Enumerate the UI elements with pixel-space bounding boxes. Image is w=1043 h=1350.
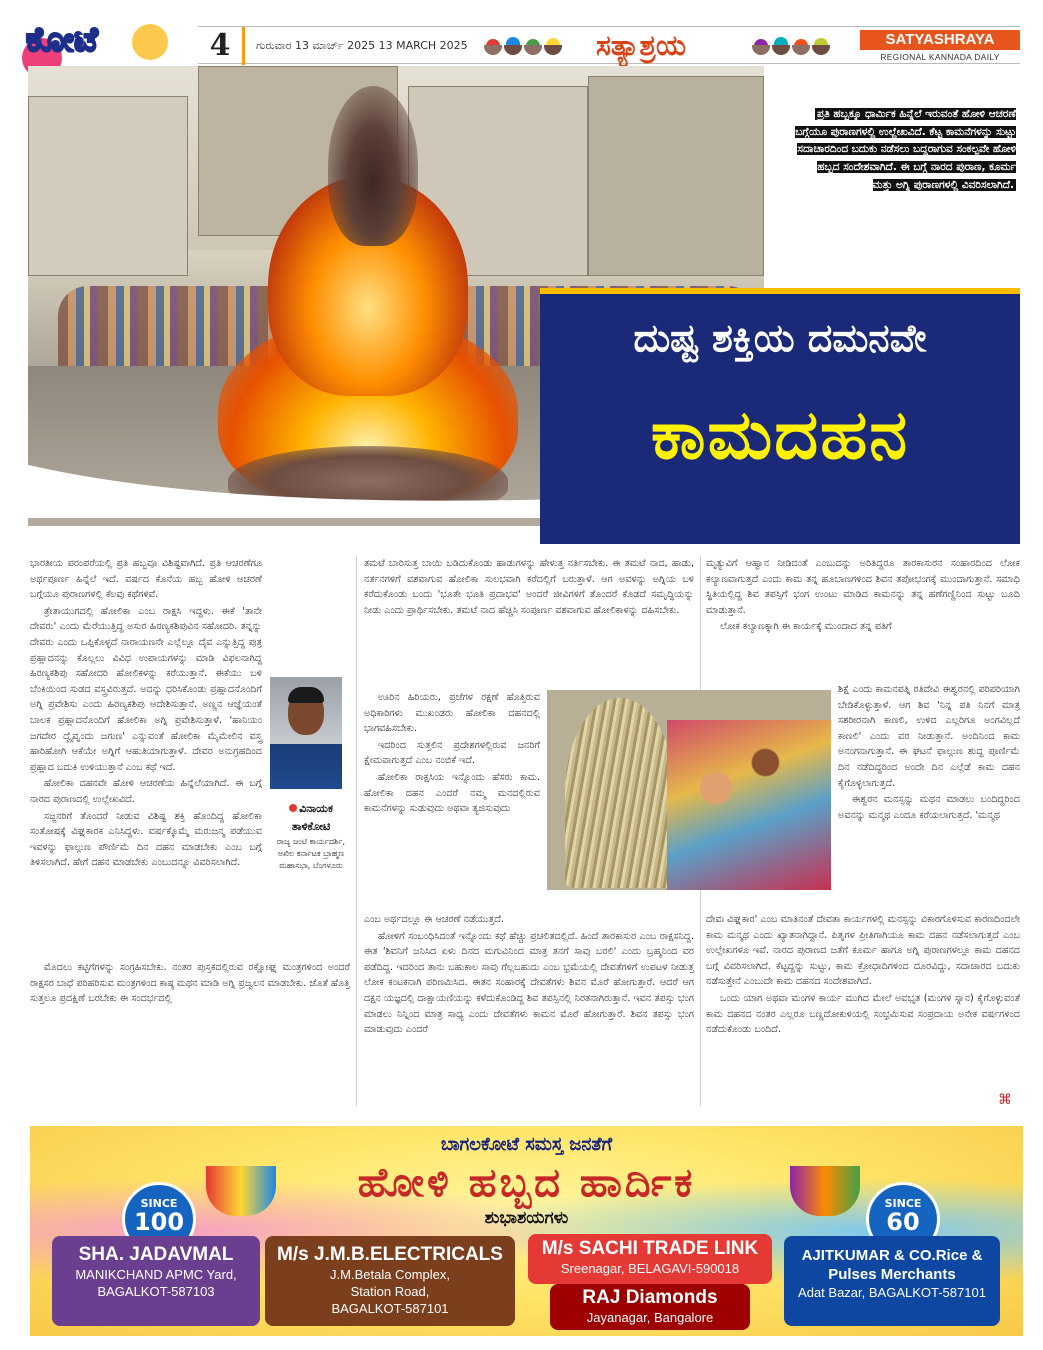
author-byline [276,800,346,872]
headline-line-2: ಕಾಮದಹನ [650,396,910,475]
paragraph: ಇದರಿಂದ ಸುತ್ತಲಿನ ಪ್ರದೇಶಗಳಲ್ಲಿರುವ ಜನರಿಗೆ ಕ್ಷೇಮವಾಗುತ್ತದೆ ಎಂಬ ನಂಬಿಕೆ ಇದೆ. [364,739,540,767]
paragraph: ಶಿಕ್ಷೆ ಎಂದು ಕಾಮನಪತ್ನಿ ರತಿದೇವಿ ಈಶ್ವರನಲ್ಲಿ ಪರಿಪರಿಯಾಗಿ ಬೇಡಿಕೊಳ್ಳುತ್ತಾಳೆ. ಆಗ ಶಿವ 'ನಿನ್ನ ಪತಿ ನಿನಗೆ ಮಾತ್ರ ಸಶರೀರನಾಗಿ ಕಾಣಲಿ, ಉಳಿದ ಎಲ್ಲರಿಗೂ ಅಂಗವಿಲ್ಲದೆ ಕಾಣಲಿ' ಎಂದು ವರ ನೀಡುತ್ತಾನೆ. ಅಂದಿನಿಂದ ಕಾಮ ಅನಂಗನಾಗುತ್ತಾನೆ. ಈ ಘಟನೆ ಫಾಲ್ಗುಣ ಶುದ್ಧ ಪೂರ್ಣಿಮೆ ದಿನ ನಡೆದಿದ್ದರಿಂದ ಅಂದೇ ದಿನ ಎಲ್ಲೆಡೆ ಕಾಮ ದಹನ ಕೈಗೊಳ್ಳಲಾಗುತ್ತದೆ. [838,684,1020,789]
headline-line-1: ದುಷ್ಟ ಶಕ್ತಿಯ ದಮನವೇ [633,316,927,360]
ad-wishes: ಶುಭಾಶಯಗಳು [484,1208,569,1228]
business-card-raj-diamonds: RAJ Diamonds Jayanagar, Bangalore [550,1284,750,1330]
paragraph: ಸಜ್ಜನರಿಗೆ ತೊಂದರೆ ನೀಡುವ ವಿಶಿಷ್ಟ ಶಕ್ತಿ ಹೊಂದಿದ್ದ ಹೋಲಿಕಾ ಸಂತೋಷಕ್ಕೆ ವಿಘ್ನಕಾರಕ ಎನಿಸಿದ್ದಳು. ವರ್ಷಕ್ಕೊಮ್ಮೆ ಮರುಜನ್ಮ ಪಡೆಯುವ ಇವಳನ್ನು ಫಾಲ್ಗುಣ ಪೌರ್ಣಿಮೆ ದಿನ ದಹನ ಮಾಡಬೇಕು ಎಂಬ ಬಗ್ಗೆ ತಿಳಿಸಲಾಗಿದೆ. ಹೇಗೆ ದಹನ ಮಾಡಬೇಕು ಎಂಬುದನ್ನೂ ವಿವರಿಸಲಾಗಿದೆ. [30,810,262,869]
paragraph: ಹೋಲಿಕಾ ರಾಕ್ಷಸಿಯ ಇನ್ನೊಂದು ಹೆಸರು ಕಾಮ. ಹೋಲಿಕಾ ದಹನ ಎಂದರೆ ನಮ್ಮ ಮನದಲ್ಲಿರುವ ಕಾಮನೆಗಳನ್ನು ಸುಡುವುದು ಅಥವಾ ತ್ಯಜಿಸುವುದು [364,771,540,815]
business-card-jmb-electricals: M/s J.M.B.ELECTRICALS J.M.Betala Complex, Station Road, BAGALKOT-587101 [265,1236,515,1326]
bullet-icon [289,804,297,812]
paragraph: ಭಾರತೀಯ ಪರಂಪರೆಯಲ್ಲಿ ಪ್ರತಿ ಹಬ್ಬವೂ ವಿಶಿಷ್ಟವಾಗಿದೆ. ಪ್ರತಿ ಆಚರಣೆಗೂ ಅರ್ಥಪೂರ್ಣ ಹಿನ್ನೆಲೆ ಇದೆ. ವರ್ಷದ ಕೊನೆಯ ಹಬ್ಬ ಹೋಳಿ ಆಚರಣೆ ಬಗ್ಗೆಯೂ ಪುರಾಣಗಳಲ್ಲಿ ಕೆಲವು ಕಥೆಗಳಿವೆ. [30,558,262,601]
caption-text: ಪ್ರತಿ ಹಬ್ಬಕ್ಕೂ ಧಾರ್ಮಿಕ ಹಿನ್ನೆಲೆ ಇರುವಂತೆ ಹೋಳಿ ಆಚರಣೆ ಬಗ್ಗೆಯೂ ಪುರಾಣಗಳಲ್ಲಿ ಉಲ್ಲೇಖವಿದೆ. ಕೆಟ್ಟ ಕಾಮನೆಗಳನ್ನು ಸುಟ್ಟು ಸದಾಚಾರದಿಂದ ಬದುಕು ನಡೆಸಲು ಬದ್ಧರಾಗುವ ಸಂಕಲ್ಪವೇ ಹೋಳಿ ಹಬ್ಬದ ಸಂದೇಶವಾಗಿದೆ. ಈ ಬಗ್ಗೆ ನಾರದ ಪುರಾಣ, ಕೂರ್ಮ ಮತ್ತು ಅಗ್ನಿ ಪುರಾಣಗಳಲ್ಲಿ ವಿವರಿಸಲಾಗಿದೆ. [795,108,1016,191]
paragraph: ದೇವಃ ವಿಘ್ನಕಾರ' ಎಂಬ ಮಾತಿನಂತೆ ದೇವತಾ ಕಾರ್ಯಗಳಲ್ಲಿ ಮನಸ್ಸನ್ನು ವಿಕಾರಗೊಳಿಸುವ ಕಾರಣದಿಂದಲೇ ಕಾಮ ಮನ್ಮಥ ಎಂದು ಖ್ಯಾತನಾಗಿದ್ದಾನೆ. ಪಿತೃಗಳ ಪ್ರೀತಿಗಾಗಿಯೂ ಕಾಮ ದಹನ ನಡೆಸಲಾಗುತ್ತದೆ ಎಂಬ ಉಲ್ಲೇಖಗಳೂ ಇವೆ. ನಾರದ ಪುರಾಣದ ಜತೆಗೆ ಕೂರ್ಮ ಹಾಗೂ ಅಗ್ನಿ ಪುರಾಣಗಳಲ್ಲೂ ಕಾಮ ದಹನದ ಬಗ್ಗೆ ವಿವರಿಸಲಾಗಿದೆ. ಕೆಟ್ಟದ್ದನ್ನು ಸುಟ್ಟು, ಕಾಮ ಕ್ರೋಧಾದಿಗಳಿಂದ ದೂರವಿದ್ದು, ಸದಾಚಾರದ ಬದುಕು ನಡೆಸುತ್ತೇನೆ ಎಂಬುದೇ ಕಾಮ ದಹನದ ಸಂದೇಶವಾಗಿದೆ. [706,914,1020,988]
color-bowls-icon [750,33,840,59]
holi-greetings-ad [30,1126,1023,1336]
author-name-line2: ತಾಳಿಕೋಟಿ [291,820,331,833]
article-column-3-top [706,556,1020,636]
article-column-2-bottom [364,912,694,1039]
paper-tagline: REGIONAL KANNADA DAILY [880,52,1000,62]
article-column-2-top [364,556,694,619]
paragraph: ಹೋಲಿಕಾ ದಹನವೇ ಹೋಳಿ ಆಚರಣೆಯ ಹಿನ್ನೆಲೆಯಾಗಿದೆ. ಈ ಬಗ್ಗೆ ನಾರದ ಪುರಾಣದಲ್ಲಿ ಉಲ್ಲೇಖವಿದೆ. [30,778,262,805]
column-rule [356,556,357,1106]
since-100-years-badge: SINCE 100 [122,1182,196,1256]
since-60-years-badge: SINCE 60 [866,1182,940,1256]
paragraph: ಮೊದಲು ಕಟ್ಟಿಗೆಗಳನ್ನು ಸಂಗ್ರಹಿಸಬೇಕು. ನಂತರ ಪುಸ್ತಕದಲ್ಲಿರುವ ರಕ್ಷೋಘ್ನ ಮಂತ್ರಗಳಿಂದ ಅಂದರೆ ರಾಕ್ಷಸರ ಬಾಧೆ ಪರಿಹರಿಸುವ ಮಂತ್ರಗಳಿಂದ ಕಾಷ್ಠ ಮಥನ ಮಾಡಿ ಅಗ್ನಿ ಪ್ರಜ್ವಲನ ಮಾಡಬೇಕು. ಜೊತೆ ಹೊತ್ತಿ ಸುತ್ತಲೂ ಪ್ರದಕ್ಷಿಣೆ ಬರಬೇಕು ಈ ಸಂದರ್ಭದಲ್ಲಿ [30,962,350,1005]
business-card-ajitkumar: AJITKUMAR & CO.Rice & Pulses Merchants Adat Bazar, BAGALKOT-587101 [784,1236,1000,1326]
holika-pyre-photo [547,690,831,890]
ad-top-line: ಬಾಗಲಕೋಟೆ ಸಮಸ್ತ ಜನತೆಗೆ [440,1134,613,1155]
color-pot-icon [790,1166,860,1216]
author-photo [270,677,342,789]
business-card-jadavmal: SHA. JADAVMAL MANIKCHAND APMC Yard, BAGALKOT-587103 [52,1236,260,1326]
business-card-sachi-trade-link: M/s SACHI TRADE LINK Sreenagar, BELAGAVI-590018 [528,1234,772,1284]
photo-caption [766,66,1020,284]
date-line: ಗುರುವಾರ 13 ಮಾರ್ಚ್ 2025 13 MARCH 2025 [256,39,468,52]
paragraph: ಈಶ್ವರನ ಮನಸ್ಸನ್ನು ಮಥನ ಮಾಡಲು ಬಂದಿದ್ದರಿಂದ ಅವನನ್ನು ಮನ್ಮಥ ಎಂದೂ ಕರೆಯಲಾಗುತ್ತದೆ. 'ಮನ್ಮಥ [838,794,1020,821]
masthead-bar [198,26,1020,64]
color-pot-icon [206,1166,276,1216]
paragraph: ಹೋಳಿಗೆ ಸಂಬಂಧಿಸಿದಂತೆ ಇನ್ನೊಂದು ಕಥೆ ಹೆಚ್ಚು ಪ್ರಚಲಿತದಲ್ಲಿದೆ. ಹಿಂದೆ ತಾರಕಾಸುರ ಎಂಬ ರಾಕ್ಷಸನಿದ್ದ. ಈತ 'ಶಿವನಿಗೆ ಜನಿಸಿದ ಏಳು ದಿನದ ಮಗುವಿನಿಂದ ಮಾತ್ರ ತನಗೆ ಸಾವು ಬರಲಿ' ಎಂದು ಬ್ರಹ್ಮನಿಂದ ವರ ಪಡೆದಿದ್ದ. ಇದರಿಂದ ತಾನು ಬಹುಕಾಲ ಸಾವು ಗೆಲ್ಲಬಹುದು ಎಂಬ ಭ್ರಮೆಯಲ್ಲಿ ದೇವತೆಗಳಿಗೆ ಉಪಟಳ ನೀಡುತ್ತ ಲೋಕ ಕಂಟಕನಾಗಿ ಪರಿಣಮಿಸಿದ. ಈತನ ಸಂಹಾರಕ್ಕೆ ದೇವತೆಗಳು ಶಿವನ ಮೊರೆ ಹೋಗುತ್ತಾರೆ. ಆದರೆ ಆಗ ದಕ್ಷನ ಯಜ್ಞದಲ್ಲಿ ದಾಕ್ಷಾಯಣಿಯನ್ನು ಕಳೆದುಕೊಂಡಿದ್ದ ಶಿವ ತಪಸ್ಸಿನಲ್ಲಿ ನಿರತನಾಗಿರುತ್ತಾನೆ. ಇವನ ತಪಸ್ಸು ಭಂಗ ಮಾಡಲು ನಿನ್ನಿಂದ ಮಾತ್ರ ಸಾಧ್ಯ ಎಂದು ದೇವತೆಗಳು ಕಾಮನ ಮೊರೆ ಹೋಗುತ್ತಾರೆ. ಶಿವನ ತಪಸ್ಸು ಭಂಗ ಮಾಡುವುದು ಎಂದರೆ [364,930,694,1036]
article-column-2-narrow [364,690,540,818]
headline-box [540,288,1020,544]
article-column-1 [30,556,262,872]
badge-line-1: ಕೋಟೆ [26,20,98,60]
paper-name-kannada: ಸತ್ಯಾಶ್ರಯ [596,29,686,62]
paper-name-english: SATYASHRAYA [860,30,1020,50]
author-name-line1: ವಿನಾಯಕ [299,802,333,815]
page-number: 4 [209,28,231,63]
article-column-3-bottom [706,912,1020,1039]
ad-greeting: ಹೋಳಿ ಹಬ್ಬದ ಹಾರ್ದಿಕ [357,1160,696,1206]
paragraph: ಲೋಕ ಕಲ್ಯಾಣಕ್ಕಾಗಿ ಈ ಕಾರ್ಯಕ್ಕೆ ಮುಂದಾದ ತನ್ನ ಪತಿಗೆ [720,621,892,633]
paragraph: ಮೃತ್ಯುವಿಗೆ ಆಹ್ವಾನ ನೀಡಿದಂತೆ ಎಂಬುದನ್ನು ಅರಿತಿದ್ದರೂ ತಾರಕಾಸುರನ ಸಂಹಾರದಿಂದ ಲೋಕ ಕಲ್ಯಾಣವಾಗುತ್ತದೆ ಎಂದು ಕಾಮ ತನ್ನ ಹೂಬಾಣಗಳಿಂದ ಶಿವನ ತಪೋಭಂಗಕ್ಕೆ ಮುಂದಾಗುತ್ತಾನೆ. ಸಮಾಧಿ ಸ್ಥಿತಿಯಲ್ಲಿದ್ದ ಶಿವ ತಪಸ್ಸಿಗೆ ಭಂಗ ಉಂಟು ಮಾಡಿದ ಕಾಮನನ್ನು ತನ್ನ ಹಣೆಗಣ್ಣಿನಿಂದ ಸುಟ್ಟು ಬೂದಿ ಮಾಡುತ್ತಾನೆ. [706,558,1020,616]
paragraph: ಒಂದು ಯಾಗ ಅಥವಾ ಮಂಗಳ ಕಾರ್ಯ ಮುಗಿದ ಮೇಲೆ ಅವಭೃತ (ಮಂಗಳ ಸ್ನಾನ) ಕೈಗೊಳ್ಳುವಂತೆ ಕಾಮ ದಹನದ ನಂತರ ಎಲ್ಲರೂ ಬಣ್ಣದೋಕುಳಿಯಲ್ಲಿ ಸಂಭ್ರಮಿಸುವ ಸಂಪ್ರದಾಯ ಅನೇಕ ವರ್ಷಗಳಿಂದ ನಡೆದುಕೊಂಡು ಬಂದಿದೆ. [706,992,1020,1036]
paragraph: ಊರಿನ ಹಿರಿಯರು, ಪ್ರಜೆಗಳ ರಕ್ಷಣೆ ಹೊತ್ತಿರುವ ಅಧಿಕಾರಿಗಳು ಮುಖಂಡರು ಹೋಲಿಕಾ ದಹನದಲ್ಲಿ ಭಾಗವಹಿಸಬೇಕು. [364,692,540,735]
author-role: ರಾಜ್ಯ ಜಂಟಿ ಕಾರ್ಯದರ್ಶಿ, ಅಖಿಲ ಕರ್ನಾಟಕ ಬ್ರಾಹ್ಮಣ ಮಹಾಸಭಾ, ಬೆಂಗಳೂರು [276,837,346,870]
paragraph: ಎಂಬ ಅರ್ಥದಲ್ಲೂ ಈ ಆಚರಣೆ ನಡೆಯುತ್ತದೆ. [364,914,504,925]
article-column-1-wide [30,960,350,1008]
paragraph: ತಮಟೆ ಬಾರಿಸುತ್ತ ಬಾಯಿ ಬಡಿದುಕೊಂಡು ಹಾಡುಗಳನ್ನು ಹೇಳುತ್ತ ನರ್ತಿಸಬೇಕು. ಈ ತಮಟೆ ನಾದ, ಹಾಡು, ನರ್ತನಗಳಿಗೆ ವಶವಾಗುವ ಹೋಲಿಕಾ ಸುಲಭವಾಗಿ ಕರೆದಲ್ಲಿಗೆ ಬರುತ್ತಾಳೆ. ಆಗ ಅವಳನ್ನು ಅಗ್ನಿಯ ಬಳಿ ಕರೆದುಕೊಂಡು ಬಂದು 'ಭೂತೇ ಭೂತಿ ಪ್ರದಾಭವ' ಅಂದರೆ ಜೀವಿಗಳಿಗೆ ತೊಂದರೆ ಕೊಡದೆ ಸಮೃದ್ಧಿಯನ್ನು ನೀಡು ಎಂದು ಪ್ರಾರ್ಥಿಸಬೇಕು. ತಮಟೆ ನಾದ ಹೆಚ್ಚಿಸಿ ಸಂಪೂರ್ಣ ವಶವಾಗುವ ಹೋಲಿಕಾಳನ್ನು ದಹಿಸಬೇಕು. [364,558,694,616]
masthead-divider [242,27,245,65]
end-mark-icon: ⌘ [998,1092,1012,1108]
article-column-3-narrow [838,682,1020,824]
color-bowls-icon [482,33,572,59]
paragraph: ತ್ರೇತಾಯುಗದಲ್ಲಿ ಹೋಲಿಕಾ ಎಂಬ ರಾಕ್ಷಸಿ ಇದ್ದಳು. ಈಕೆ 'ತಾನೇ ದೇವರು' ಎಂದು ಮೆರೆಯುತ್ತಿದ್ದ ಅಸುರ ಹಿರಣ್ಯಕಶಿಪುವಿನ ಸಹೋದರಿ. ತನ್ನನ್ನು ದೇವರು ಎಂದು ಒಪ್ಪಿಕೊಳ್ಳದೆ ನಾರಾಯಣನೇ ಎಲ್ಲೆಲ್ಲೂ ದೈವ ಎನ್ನುತ್ತಿದ್ದ ಪುತ್ರ ಪ್ರಹ್ಲಾದನನ್ನು ಕೊಲ್ಲಲು ವಿವಿಧ ಉಪಾಯಗಳನ್ನು ಮಾಡಿ ವಿಫಲನಾಗಿದ್ದ ಹಿರಣ್ಯಕಶಿಪು ಸಹೋದರಿ ಹೋಲಿಕಳನ್ನು ಕರೆಯುತ್ತಾನೆ. ಈಕೆಯು ಬಳಿ ಬೆಂಕಿಯಿಂದ ಸುಡದ ವಸ್ತ್ರವಿರುತ್ತದೆ. ಅದನ್ನು ಧರಿಸಿಕೊಂಡು ಪ್ರಹ್ಲಾದನೊಂದಿಗೆ ಅಗ್ನಿ ಪ್ರವೇಶಿಸು ಎಂದು ಹಿರಣ್ಯಕಶಿಪು ಆದೇಶಿಸುತ್ತಾನೆ. ಅಣ್ಣನ ಆಜ್ಞೆಯಂತೆ ಬಾಲಕ ಪ್ರಹ್ಲಾದನೊಂದಿಗೆ ಹೋಲಿಕಾ ಅಗ್ನಿ ಪ್ರವೇಶಿಸುತ್ತಾಳೆ. 'ಹಾನಿಯಂ ಜಗದೇರ ದ್ವೈವೃಂದು ಜಗುಣ' ಎನ್ನುವಂತೆ ಹೋಲಿಕಾ ಮೈಮೇಲಿನ ವಸ್ತ್ರ ಹಾರಿಹೋಗಿ ಆಕೆಯೇ ಅಗ್ನಿಗೆ ಆಹುತಿಯಾಗುತ್ತಾಳೆ. ದೇವರ ಅನುಗ್ರಹದಿಂದ ಪ್ರಹ್ಲಾದ ಬದುಕಿ ಉಳಿಯುತ್ತಾನೆ ಎಂಬ ಕಥೆ ಇದೆ. [30,605,262,773]
